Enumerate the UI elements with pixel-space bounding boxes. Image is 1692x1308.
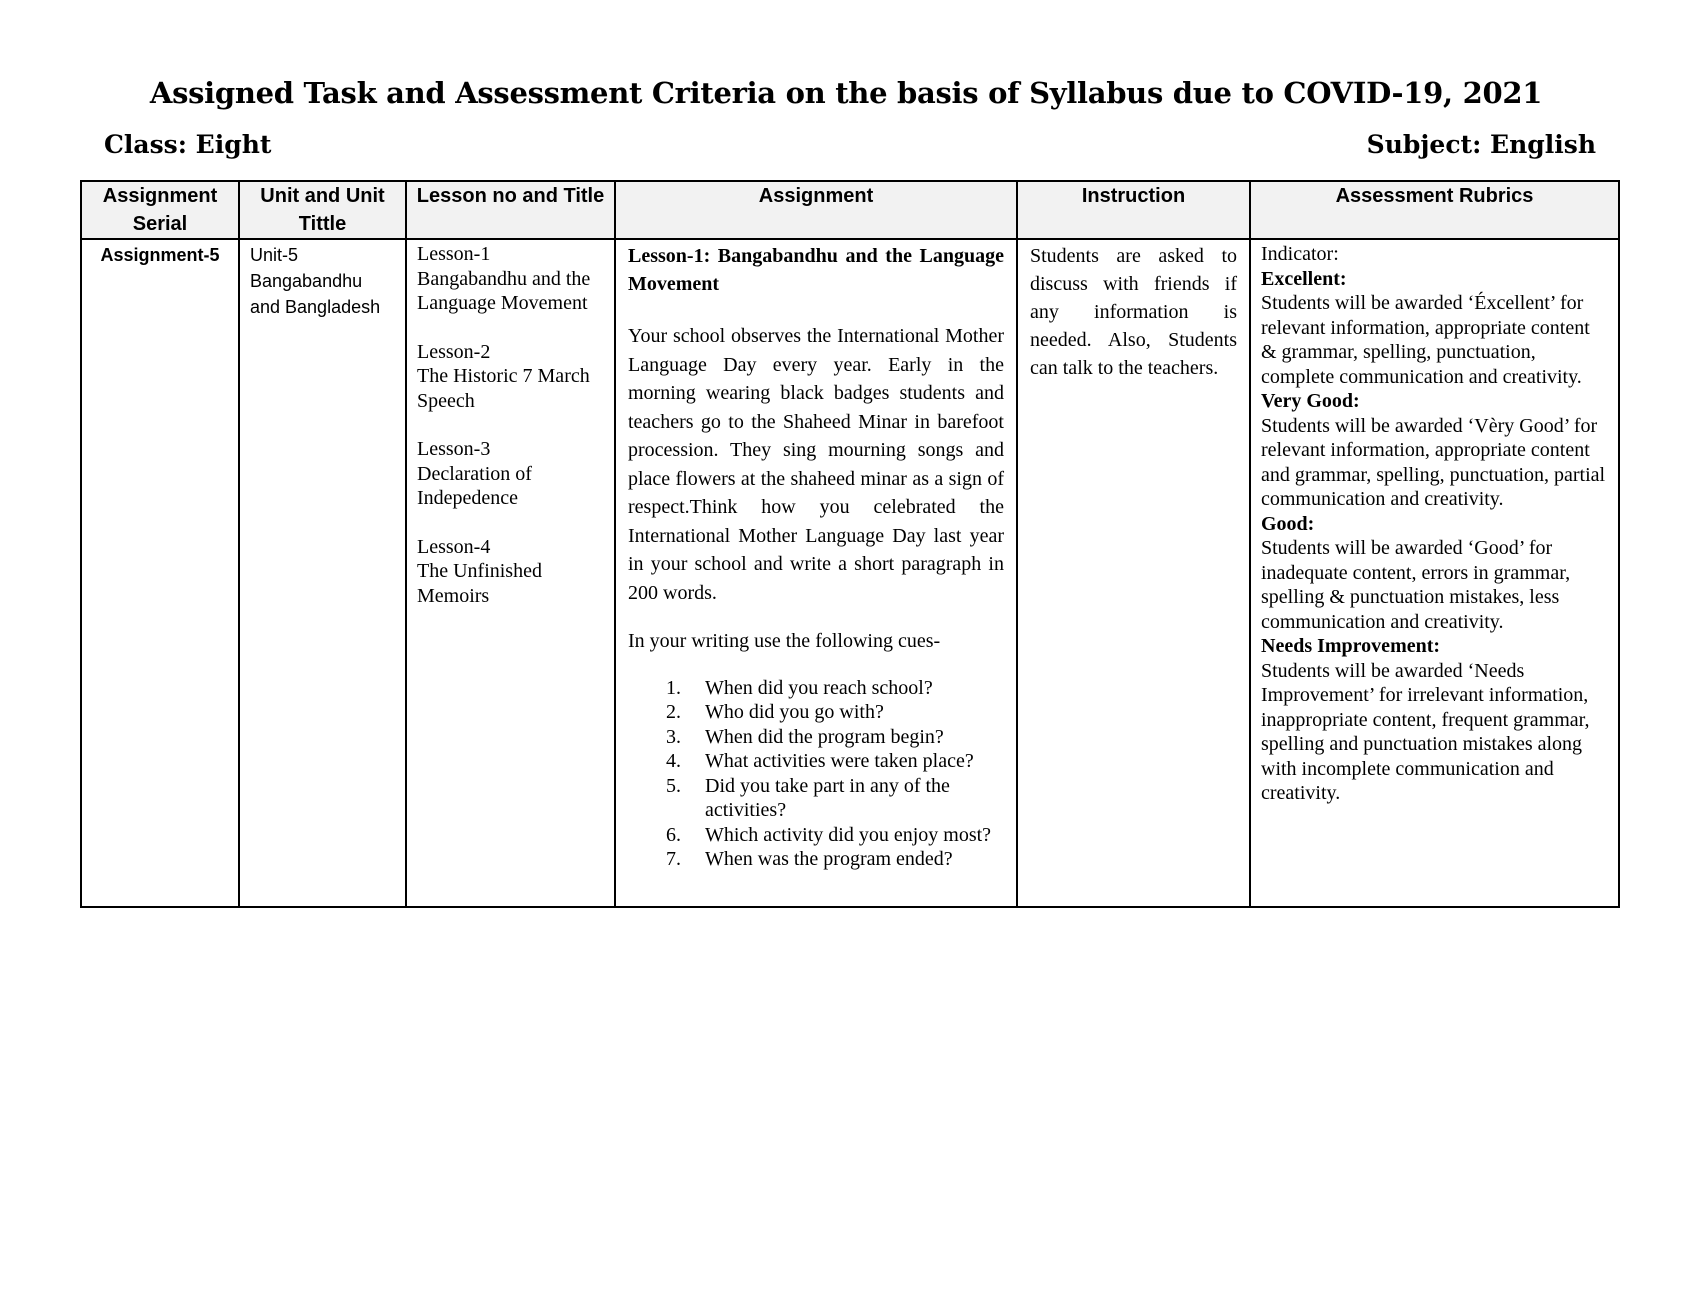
- cue-number: 5.: [666, 774, 681, 797]
- cues-intro: In your writing use the following cues-: [628, 630, 941, 652]
- lesson-number: Lesson-2: [417, 340, 491, 363]
- list-item: [666, 725, 1004, 750]
- lesson-item: [417, 340, 604, 414]
- lesson-title: The Unfinished Memoirs: [417, 560, 542, 607]
- lesson-number: Lesson-3: [417, 438, 491, 460]
- rubric-description: Students will be awarded ‘Vèry Good’ for relevant information, appropriate content and grammar, spelling, punctuation, partial communication and creativity.: [1261, 414, 1606, 510]
- assignment-heading: Lesson-1: Bangabandhu and the Language Movement: [628, 245, 1004, 295]
- cue-text: When did the program begin?: [705, 725, 944, 748]
- unit-cell: Unit-5 Bangabandhu and Bangladesh: [239, 239, 406, 907]
- rubric-description: Students will be awarded ‘Good’ for inadequate content, errors in grammar, spelling & punctuation mistakes, less communication and creativity.: [1261, 537, 1571, 633]
- lesson-title: The Historic 7 March Speech: [417, 365, 590, 412]
- cue-text: When did you reach school?: [705, 676, 933, 699]
- table-row: [81, 239, 1619, 907]
- cue-number: 7.: [666, 848, 681, 870]
- assignment-table: [80, 180, 1620, 908]
- cue-number: 4.: [666, 750, 681, 772]
- lessons-cell: [406, 239, 615, 907]
- assignment-body: Your school observes the International Mother Language Day every year. Early in the morning wearing black badges students and teachers go to the Shaheed Minar in barefoot procession. They sing mourning songs and place flowers at the shaheed minar as a sign of respect.Think how you celebrated the International Mother Language Day last year in your school and write a short paragraph in 200 words.: [628, 325, 1004, 604]
- assignment-cell: [615, 239, 1017, 907]
- lesson-number: Lesson-1: [417, 243, 491, 265]
- rubric-description: Students will be awarded ‘Éxcellent’ for relevant information, appropriate content & grammar, spelling, punctuation, complete communication and creativity.: [1261, 292, 1590, 388]
- rubrics-cell: [1250, 239, 1619, 907]
- list-item: [666, 774, 1004, 823]
- cue-text: What activities were taken place?: [705, 750, 974, 772]
- indicator-label: Indicator:: [1261, 243, 1339, 265]
- instruction-cell: [1017, 239, 1250, 907]
- cue-number: 6.: [666, 823, 681, 846]
- rubric-level: Very Good:: [1261, 390, 1360, 412]
- rubric-description: Students will be awarded ‘Needs Improvement’ for irrelevant information, inappropriate content, frequent grammar, spelling and punctuation mistakes along with incomplete communication and creativity.: [1261, 659, 1590, 804]
- page-title: Assigned Task and Assessment Criteria on the basis of Syllabus due to COVID-19, 2021: [149, 76, 1543, 110]
- lesson-title: Bangabandhu and the Language Movement: [417, 267, 591, 314]
- list-item: [666, 749, 1004, 774]
- assignment-serial-cell: Assignment-5: [81, 239, 239, 907]
- cue-text: Which activity did you enjoy most?: [705, 823, 992, 846]
- rubric-level: Needs Improvement:: [1261, 635, 1441, 657]
- cue-text: When was the program ended?: [705, 848, 953, 870]
- header-unit-title: Unit and Unit Tittle: [239, 181, 406, 239]
- class-label: Class: Eight: [104, 130, 272, 159]
- cue-number: 1.: [666, 676, 681, 699]
- subject-label: Subject: English: [1366, 130, 1596, 159]
- header-instruction: Instruction: [1017, 181, 1250, 239]
- cue-text: Did you take part in any of the activities?: [705, 774, 950, 821]
- header-lesson-title: Lesson no and Title: [406, 181, 615, 239]
- rubric-level: Good:: [1261, 512, 1315, 535]
- rubric-level: Excellent:: [1261, 267, 1347, 290]
- instruction-text: Students are asked to discuss with friends if any information is needed. Also, Students can talk to the teachers.: [1030, 245, 1237, 379]
- lesson-title: Declaration of Indepedence: [417, 462, 532, 509]
- cue-text: Who did you go with?: [705, 701, 884, 723]
- list-item: [666, 847, 1004, 872]
- table-header-row: [81, 181, 1619, 239]
- header-assignment: Assignment: [615, 181, 1017, 239]
- list-item: [666, 676, 1004, 701]
- list-item: [666, 823, 1004, 848]
- cue-list: [628, 676, 1004, 872]
- lesson-item: [417, 437, 604, 511]
- header-assessment-rubrics: Assessment Rubrics: [1250, 181, 1619, 239]
- header-assignment-serial: Assignment Serial: [81, 181, 239, 239]
- lesson-number: Lesson-4: [417, 535, 491, 558]
- cue-number: 3.: [666, 725, 681, 748]
- lesson-item: [417, 242, 604, 316]
- lesson-item: [417, 535, 604, 609]
- cue-number: 2.: [666, 701, 681, 723]
- list-item: [666, 700, 1004, 725]
